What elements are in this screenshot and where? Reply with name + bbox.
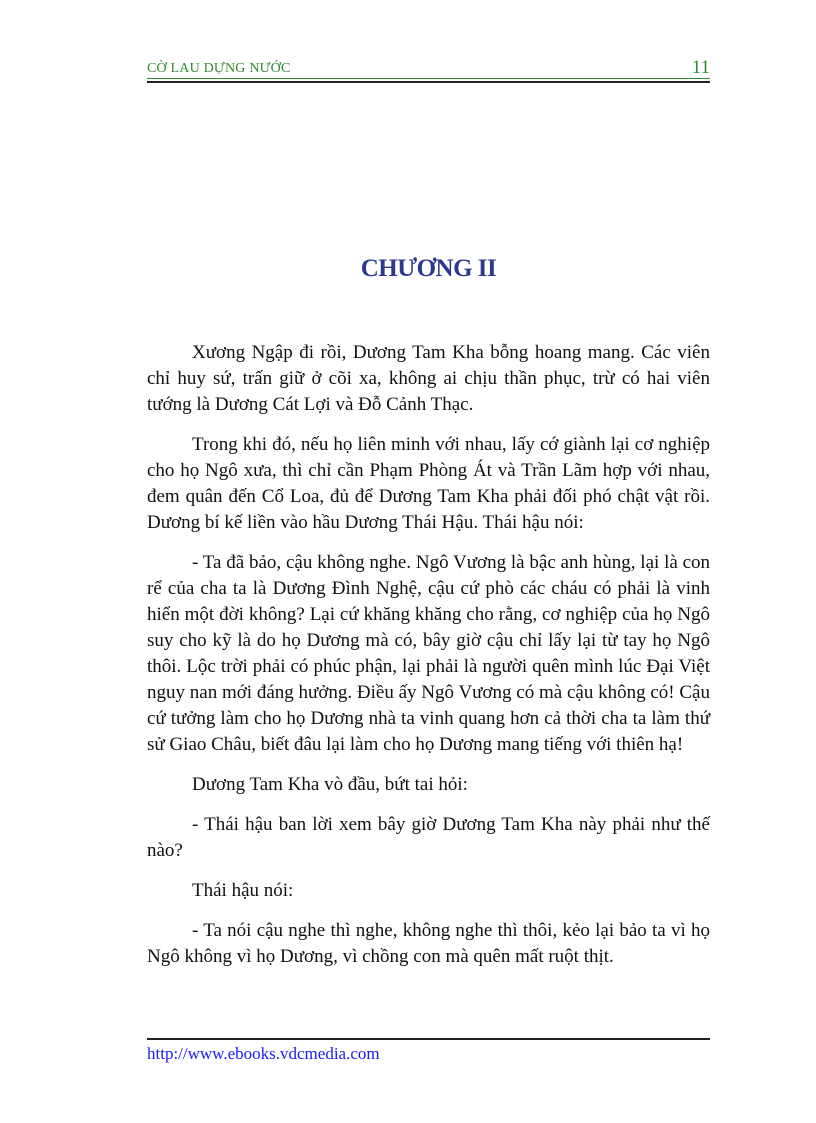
paragraph-6: Thái hậu nói: (192, 880, 294, 901)
page-number: 11 (691, 57, 710, 78)
paragraph-5: - Thái hậu ban lời xem bây giờ Dương Tam Kha này phải như thế nào? (147, 814, 710, 861)
chapter-title: CHƯƠNG II (360, 255, 497, 282)
page-header (147, 58, 710, 78)
paragraph-7: - Ta nói cậu nghe thì nghe, không nghe thì thôi, kẻo lại bảo ta vì họ Ngô không vì họ Dương, vì chồng con mà quên mất ruột thịt. (147, 920, 710, 967)
paragraph-1: Xương Ngập đi rồi, Dương Tam Kha bỗng hoang mang. Các viên chỉ huy sứ, trấn giữ ở cõi xa, không ai chịu thần phục, trừ có hai viên tướng là Dương Cát Lợi và Đỗ Cảnh Thạc. (147, 342, 710, 415)
paragraph-3: - Ta đã bảo, cậu không nghe. Ngô Vương là bậc anh hùng, lại là con rể của cha ta là Dương Đình Nghệ, cậu cứ phò các cháu có phải là vinh hiển một đời không? Lại cứ khăng khăng cho rằng, cơ nghiệp của họ Ngô suy cho kỹ là do họ Dương mà có, bây giờ cậu chỉ lấy lại từ tay họ Ngô thôi. Lộc trời phải có phúc phận, lại phải là người quên mình lúc Đại Việt nguy nan mới đáng hưởng. Điều ấy Ngô Vương có mà cậu không có! Cậu cứ tưởng làm cho họ Dương nhà ta vinh quang hơn cả thời cha ta làm thứ sử Giao Châu, biết đâu lại làm cho họ Dương mang tiếng với thiên hạ! (147, 552, 710, 755)
header-rule-green (147, 78, 710, 79)
paragraph-2: Trong khi đó, nếu họ liên minh với nhau, lấy cớ giành lại cơ nghiệp cho họ Ngô xưa, thì chỉ cần Phạm Phòng Át và Trần Lãm hợp với nhau, đem quân đến Cổ Loa, đủ để Dương Tam Kha phải đối phó chật vật rồi. Dương bí kế liền vào hầu Dương Thái Hậu. Thái hậu nói: (147, 434, 710, 533)
footer-rule (147, 1038, 710, 1040)
paragraph-4: Dương Tam Kha vò đầu, bứt tai hỏi: (192, 774, 468, 795)
book-title: CỜ LAU DỰNG NƯỚC (147, 61, 291, 76)
chapter-body (147, 340, 710, 984)
header-rule-dark (147, 81, 710, 83)
footer-website-link[interactable]: http://www.ebooks.vdcmedia.com (147, 1044, 380, 1063)
